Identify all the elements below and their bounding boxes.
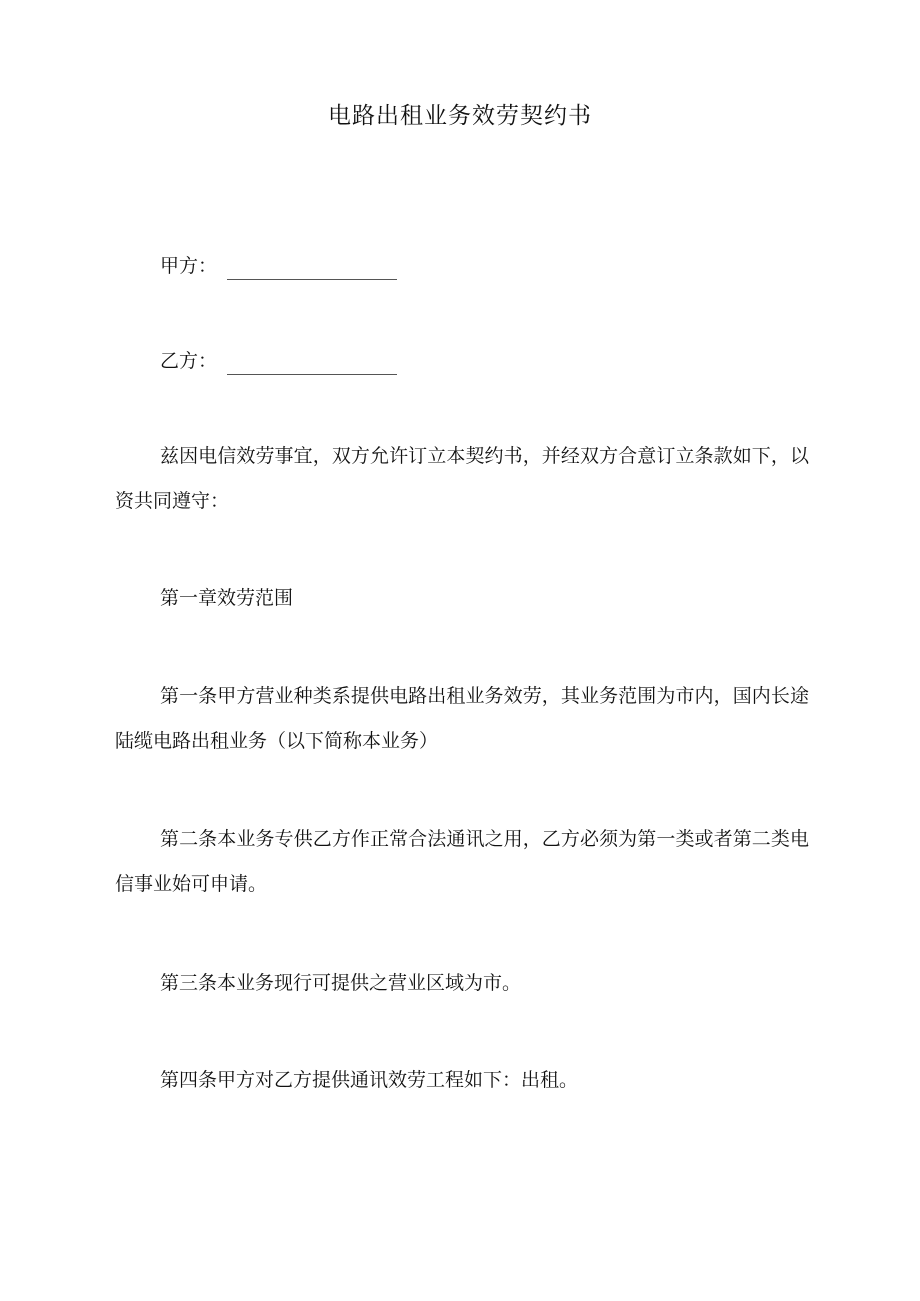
party-a-label: 甲方： — [160, 255, 218, 277]
party-a-line — [160, 252, 397, 280]
article-4-paragraph: 第四条甲方对乙方提供通讯效劳工程如下：出租。 — [160, 1069, 579, 1091]
party-a-blank — [227, 257, 397, 280]
party-b-line — [160, 347, 397, 375]
party-b-label: 乙方： — [160, 350, 218, 372]
intro-paragraph: 兹因电信效劳事宜，双方允许订立本契约书，并经双方合意订立条款如下，以资共同遵守： — [115, 445, 809, 512]
article-1-paragraph: 第一条甲方营业种类系提供电路出租业务效劳，其业务范围为市内，国内长途陆缆电路出租业务（以下简称本业务） — [115, 685, 809, 752]
article-2-paragraph: 第二条本业务专供乙方作正常合法通讯之用，乙方必须为第一类或者第二类电信事业始可申请。 — [115, 828, 809, 895]
party-b-blank — [227, 352, 397, 375]
chapter-1-heading: 第一章效劳范围 — [160, 587, 294, 609]
document-title: 电路出租业务效劳契约书 — [328, 103, 592, 129]
article-3-paragraph: 第三条本业务现行可提供之营业区域为市。 — [160, 972, 522, 994]
